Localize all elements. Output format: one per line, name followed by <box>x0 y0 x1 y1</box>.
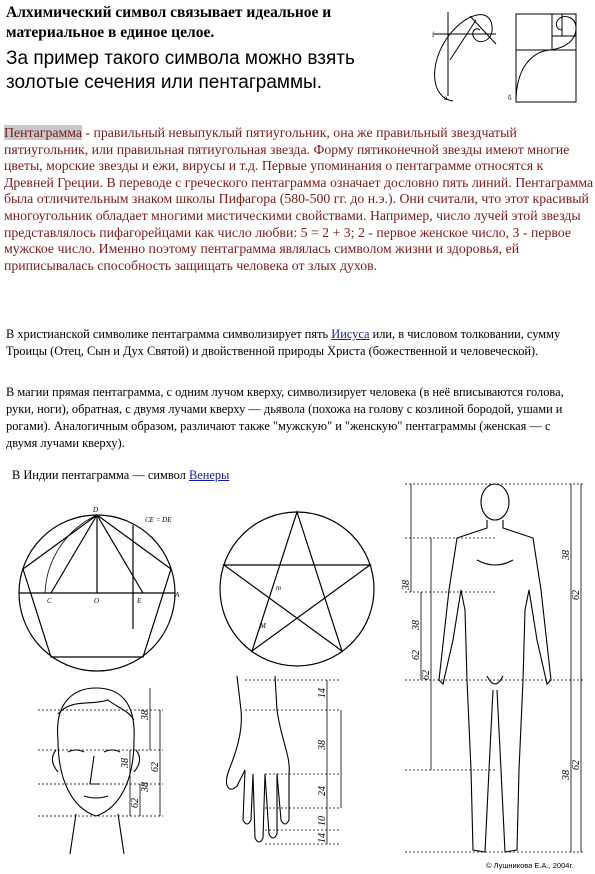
body-measure-3: 62 <box>411 650 422 660</box>
body-head <box>481 484 509 520</box>
copyright-icon: © <box>486 861 492 870</box>
golden-spiral-b <box>516 14 576 102</box>
pentagram-term: Пентаграмма <box>4 125 82 140</box>
body-measure-8: 62 <box>571 760 582 770</box>
christian-paragraph <box>6 326 581 360</box>
hand-measure-2: 38 <box>317 740 328 750</box>
copyright-note <box>486 861 573 870</box>
label-c: C <box>47 597 52 605</box>
face-measure-2: 38 <box>140 782 151 792</box>
golden-letter-b: б <box>508 94 512 102</box>
golden-spiral-figures <box>420 0 595 110</box>
face-measure-1: 38 <box>140 710 151 720</box>
pentagram-description <box>4 125 594 274</box>
body-measure-2: 38 <box>411 620 422 630</box>
pentagon-construction-figure <box>15 505 195 675</box>
jesus-link[interactable]: Иисуса <box>331 327 370 341</box>
body-measure-5: 38 <box>561 550 572 560</box>
magic-paragraph: В магии прямая пентаграмма, с одним лучом кверху, символизирует человека (в неё вписываются голова, руки, ноги), обратная, с двумя лучами кверху — дьявола (похожа на голову с козлиной бородой, ушами и рогами). Аналогичным образом, различают также "мужскую" и "женскую" пентаграммы (женская — с двумя лучами кверху). <box>6 385 564 450</box>
label-e: E <box>137 597 142 605</box>
hand-outline <box>227 676 245 789</box>
golden-letter-a: a <box>444 94 448 102</box>
christian-text-end: или, в числовом толковании, сумму Троицы (Отец, Сын и Дух Святой) и двойственной природы Христа (божественной и человеческой). <box>6 327 561 358</box>
construction-formula: CE = DE <box>145 516 172 524</box>
pentagram-star <box>224 512 370 651</box>
body-measure-4: 62 <box>421 670 432 680</box>
body-measure-6: 62 <box>571 590 582 600</box>
head-outline <box>58 688 135 740</box>
face-measure-5: 62 <box>130 798 141 808</box>
label-d: D <box>93 506 99 514</box>
golden-spiral-a <box>434 12 496 101</box>
label-m-large: M <box>260 622 266 630</box>
label-o: O <box>94 597 100 605</box>
face-measure-3: 62 <box>150 762 161 772</box>
india-text: В Индии пентаграмма — символ <box>12 468 189 482</box>
pentagram-body: - правильный невыпуклый пятиугольник, она же правильный звездчатый пятиугольник, или правильная пятиугольная звезда. Форму пятиконечной звезды имеют многие цветы, морские звезды и ежи, вирусы и т.д. Первые упоминания о пентаграмме относятся к Древней Греции. В переводе с греческого пентаграмма означает дословно пять линий. Пентаграмма была отличительным знаком школы Пифагора (580-500 гг. до н.э.). Они считали, что этот красивый многоугольник обладает многими мистическими свойствами. Например, число лучей этой звезды представлялось пифагорейцами как число любви: 5 = 2 + 3; 2 - первое женское число, 3 - первое мужское число. Именно поэтому пентаграмма являлась символом жизни и здоровья, ей приписывалась способность защищать человека от злых духов. <box>4 125 594 273</box>
christian-text-start: В христианской символике пентаграмма символизирует пять <box>6 327 332 341</box>
face-measure-4: 38 <box>120 758 131 768</box>
pentagram-circle-figure <box>218 510 378 670</box>
page-subtitle: За пример такого символа можно взять золотые сечения или пентаграммы. <box>6 48 355 93</box>
venus-link[interactable]: Венеры <box>188 468 230 482</box>
hand-measure-3: 24 <box>317 786 328 796</box>
body-left-side <box>439 520 487 684</box>
hand-measure-4: 10 <box>317 816 328 826</box>
body-measure-7: 38 <box>561 770 572 780</box>
body-measure-1: 38 <box>401 580 412 590</box>
hand-measure-1: 14 <box>317 688 328 698</box>
page-title: Алхимический символ связывает идеальное и материальное в единое целое. <box>6 4 332 41</box>
copyright-text: Лушникова Е.А., 2004г. <box>493 861 574 870</box>
hand-proportions-figure <box>215 670 365 860</box>
pentagram-circle <box>220 512 374 666</box>
body-proportions-figure <box>395 480 590 860</box>
face-proportions-figure <box>38 680 188 860</box>
label-m-small: m <box>276 584 282 592</box>
hand-measure-5: 14 <box>317 833 328 843</box>
spiral-letter-f: f <box>432 31 435 39</box>
label-a: A <box>175 591 180 599</box>
